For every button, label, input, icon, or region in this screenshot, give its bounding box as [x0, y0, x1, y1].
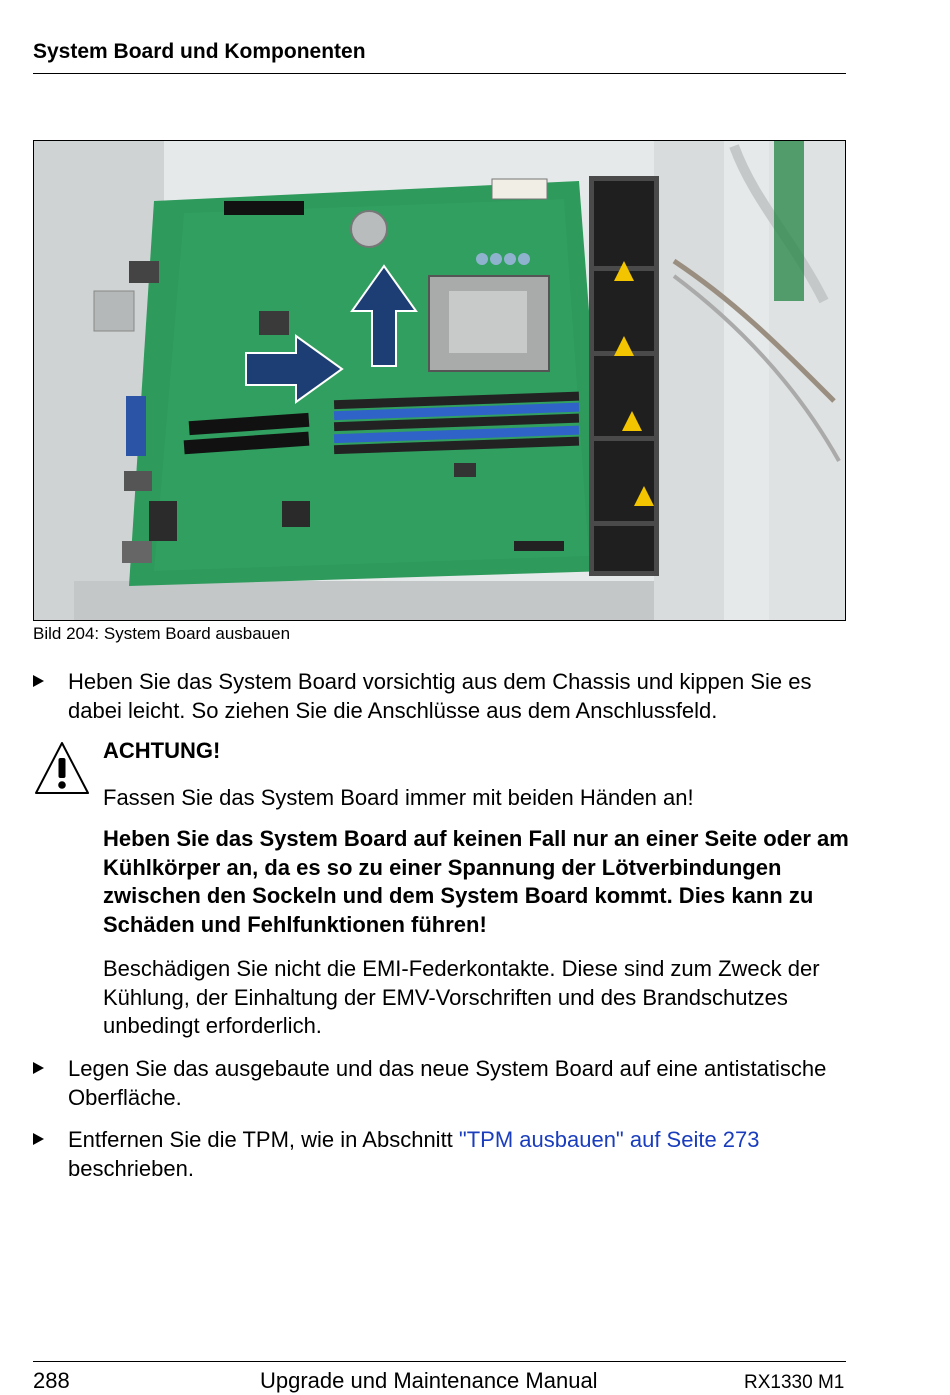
footer-divider: [33, 1361, 846, 1362]
step-text: Heben Sie das System Board vorsichtig aus dem Chassis und kippen Sie es dabei leicht. So ziehen Sie die Anschlüsse aus dem Anschlussfeld.: [68, 669, 812, 723]
page-number: 288: [33, 1368, 70, 1393]
bullet-triangle-icon: [33, 1062, 44, 1074]
warning-paragraph: Fassen Sie das System Board immer mit beiden Händen an!: [103, 785, 694, 810]
warning-paragraph: Beschädigen Sie nicht die EMI-Federkontakte. Diese sind zum Zweck der Kühlung, der Einhaltung der EMV-Vorschriften und des Brandschutzes unbedingt erforderlich.: [103, 956, 820, 1038]
warning-triangle-icon: [33, 740, 91, 798]
instruction-step-2: [33, 1054, 853, 1112]
warning-heading: ACHTUNG!: [103, 738, 221, 763]
bullet-triangle-icon: [33, 1133, 44, 1145]
instruction-step-3: [33, 1125, 853, 1183]
page-header-title: System Board und Komponenten: [33, 40, 366, 63]
manual-title: Upgrade und Maintenance Manual: [260, 1368, 598, 1393]
step-text-before: Entfernen Sie die TPM, wie in Abschnitt: [68, 1127, 459, 1152]
warning-paragraph-bold: Heben Sie das System Board auf keinen Fall nur an einer Seite oder am Kühlkörper an, da es so zu einer Spannung der Lötverbindungen zwischen den Sockeln und dem System Board kommt. Dies kann zu Schäden und Fehlfunktionen führen!: [103, 826, 849, 937]
header-divider: [33, 73, 846, 74]
bullet-triangle-icon: [33, 675, 44, 687]
model-name: RX1330 M1: [744, 1372, 845, 1393]
step-text: [68, 1125, 853, 1183]
step-text-after: beschrieben.: [68, 1156, 194, 1181]
figure-caption: Bild 204: System Board ausbauen: [33, 624, 291, 643]
system-board-photo: [33, 140, 846, 621]
instruction-step-1: [33, 667, 853, 725]
step-text: Legen Sie das ausgebaute und das neue System Board auf eine antistatische Oberfläche.: [68, 1056, 827, 1110]
tpm-section-link[interactable]: "TPM ausbauen" auf Seite 273: [458, 1127, 760, 1152]
